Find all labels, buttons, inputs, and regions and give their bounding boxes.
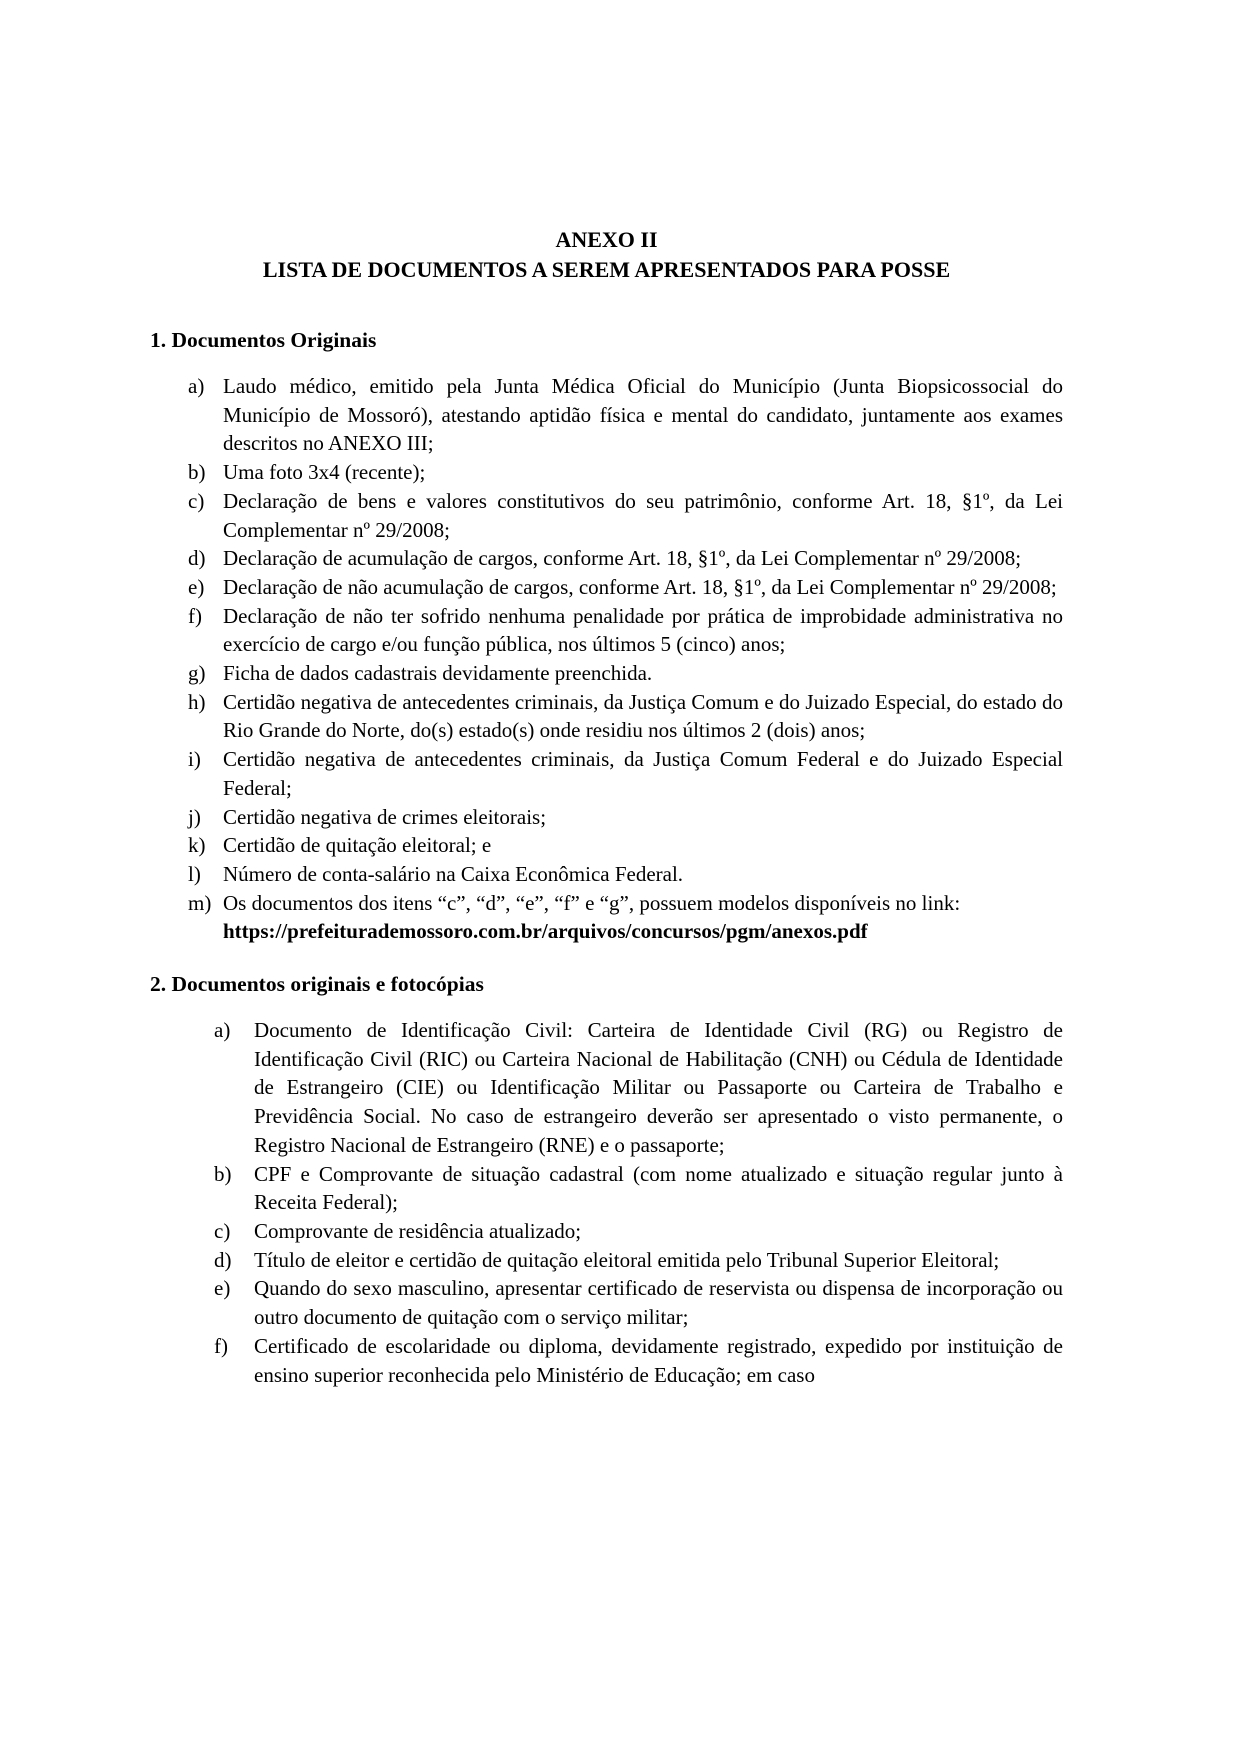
list-item	[150, 1246, 1063, 1275]
list-item-marker: g)	[188, 661, 206, 686]
list-item-marker: f)	[188, 603, 202, 628]
list-item-marker: d)	[214, 1247, 232, 1272]
list-item-text: Número de conta-salário na Caixa Econômica Federal.	[223, 861, 684, 886]
list-item-marker: b)	[188, 460, 206, 485]
list-item-text: Os documentos dos itens “c”, “d”, “e”, “f” e “g”, possuem modelos disponíveis no link: https://prefeiturademossoro.com.br/arquivos/concursos/pgm/anexos.pdf	[223, 889, 1063, 946]
list-item-text: Título de eleitor e certidão de quitação eleitoral emitida pelo Tribunal Superior Eleitoral;	[254, 1247, 1000, 1272]
list-item-marker: m)	[188, 890, 212, 915]
list-item-text: Declaração de bens e valores constitutivos do seu patrimônio, conforme Art. 18, §1º, da Lei Complementar nº 29/2008;	[223, 488, 1063, 542]
section-items	[150, 1016, 1063, 1389]
list-item	[150, 659, 1063, 688]
list-item-text: Declaração de não ter sofrido nenhuma penalidade por prática de improbidade administrativa no exercício de cargo e/ou função pública, nos últimos 5 (cinco) anos;	[223, 603, 1063, 657]
list-item	[150, 745, 1063, 802]
list-item-text: Certidão de quitação eleitoral; e	[223, 833, 492, 858]
sections-container	[150, 326, 1063, 1389]
document-subtitle: LISTA DE DOCUMENTOS A SEREM APRESENTADOS PARA POSSE	[262, 257, 951, 282]
list-item-marker: a)	[214, 1018, 231, 1043]
list-item-marker: i)	[188, 747, 201, 772]
section-heading: 2. Documentos originais e fotocópias	[150, 972, 484, 997]
document-content	[150, 225, 1063, 1389]
list-item	[150, 573, 1063, 602]
list-item-marker: f)	[214, 1333, 228, 1358]
title-block	[150, 225, 1063, 285]
list-item-marker: d)	[188, 546, 206, 571]
section-items	[150, 372, 1063, 946]
list-item-text: Laudo médico, emitido pela Junta Médica Oficial do Município (Junta Biopsicossocial do Município de Mossoró), atestando aptidão física e mental do candidato, juntamente aos exames descritos no ANEXO III;	[223, 374, 1063, 456]
list-item-marker: e)	[188, 574, 205, 599]
list-item	[150, 1332, 1063, 1389]
list-item-text: CPF e Comprovante de situação cadastral (com nome atualizado e situação regular junto à Receita Federal);	[254, 1161, 1063, 1215]
list-item-text: Certidão negativa de antecedentes criminais, da Justiça Comum e do Juizado Especial, do estado do Rio Grande do Norte, do(s) estado(s) onde residiu nos últimos 2 (dois) anos;	[223, 689, 1063, 743]
document-link[interactable]: https://prefeiturademossoro.com.br/arquivos/concursos/pgm/anexos.pdf	[223, 919, 868, 944]
list-item	[150, 688, 1063, 745]
list-item	[150, 860, 1063, 889]
document-section	[150, 970, 1063, 1389]
list-item-text: Documento de Identificação Civil: Carteira de Identidade Civil (RG) ou Registro de Identificação Civil (RIC) ou Carteira Nacional de Habilitação (CNH) ou Cédula de Identidade de Estrangeiro (CIE) ou Identificação Militar ou Passaporte ou Carteira de Trabalho e Previdência Social. No caso de estrangeiro deverão ser apresentado o visto permanente, o Registro Nacional de Estrangeiro (RNE) e o passaporte;	[254, 1018, 1063, 1157]
list-item	[150, 544, 1063, 573]
list-item-text: Quando do sexo masculino, apresentar certificado de reservista ou dispensa de incorporação ou outro documento de quitação com o serviço militar;	[254, 1276, 1063, 1330]
list-item	[150, 458, 1063, 487]
list-item-text: Declaração de acumulação de cargos, conforme Art. 18, §1º, da Lei Complementar nº 29/2008;	[223, 546, 1022, 571]
list-item-text: Comprovante de residência atualizado;	[254, 1218, 582, 1243]
list-item	[150, 1274, 1063, 1331]
list-item	[150, 1217, 1063, 1246]
list-item-marker: c)	[214, 1218, 231, 1243]
document-section	[150, 326, 1063, 946]
list-item-text: Uma foto 3x4 (recente);	[223, 460, 426, 485]
list-item	[150, 803, 1063, 832]
list-item-marker: k)	[188, 833, 206, 858]
list-item	[150, 487, 1063, 544]
list-item-marker: l)	[188, 861, 201, 886]
list-item	[150, 1016, 1063, 1160]
list-item	[150, 372, 1063, 458]
list-item-marker: b)	[214, 1161, 232, 1186]
list-item-text: Certificado de escolaridade ou diploma, devidamente registrado, expedido por instituição de ensino superior reconhecida pelo Ministério de Educação; em caso	[254, 1333, 1063, 1387]
list-item-text: Certidão negativa de crimes eleitorais;	[223, 804, 547, 829]
list-item	[150, 831, 1063, 860]
list-item-text: Certidão negativa de antecedentes criminais, da Justiça Comum Federal e do Juizado Especial Federal;	[223, 747, 1063, 800]
list-item	[150, 889, 1063, 946]
list-item-marker: a)	[188, 374, 205, 398]
list-item-marker: c)	[188, 488, 205, 513]
list-item-marker: j)	[188, 804, 201, 829]
section-heading: 1. Documentos Originais	[150, 328, 377, 352]
document-title: ANEXO II	[555, 227, 658, 252]
list-item-marker: h)	[188, 689, 206, 714]
list-item-text: Declaração de não acumulação de cargos, conforme Art. 18, §1º, da Lei Complementar nº 29/2008;	[223, 574, 1057, 599]
list-item	[150, 602, 1063, 659]
list-item-text: Ficha de dados cadastrais devidamente preenchida.	[223, 661, 653, 686]
list-item	[150, 1160, 1063, 1217]
list-item-marker: e)	[214, 1276, 231, 1301]
